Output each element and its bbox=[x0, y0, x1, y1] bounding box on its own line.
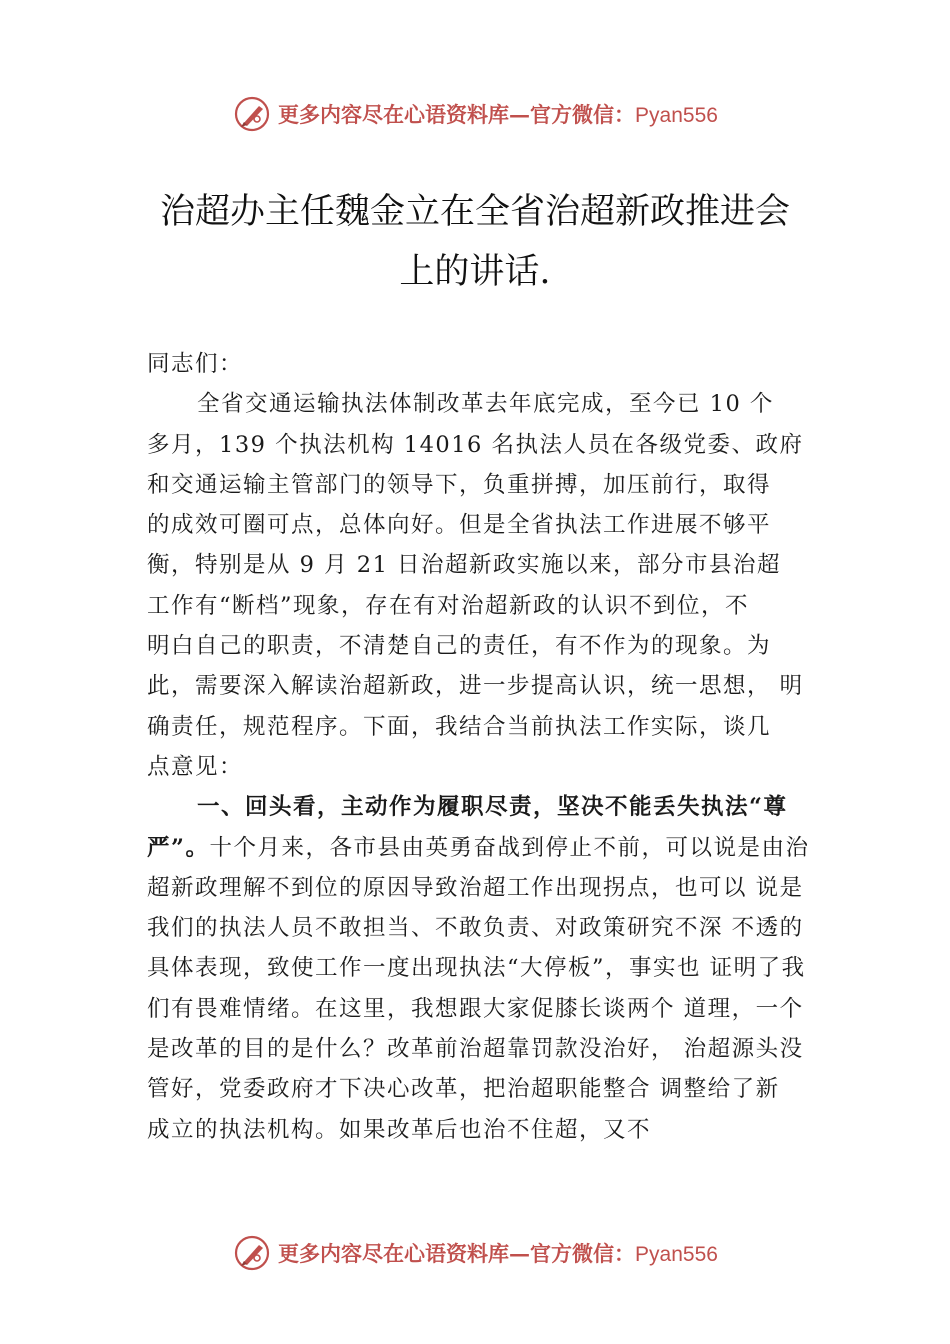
title-line-1: 治超办主任魏金立在全省治超新政推进会 bbox=[159, 192, 790, 232]
paragraph-line: 的成效可圈可点，总体向好。但是全省执法工作进展不够平 bbox=[147, 512, 772, 539]
watermark-text bbox=[278, 1238, 718, 1268]
watermark-wechat-id: Pyan556 bbox=[635, 104, 718, 127]
page-title bbox=[120, 182, 830, 302]
paragraph-line: 成立的执法机构。如果改革后也治不住超，又不 bbox=[147, 1116, 652, 1143]
paragraph-line: 和交通运输主管部门的领导下，负重拼搏，加压前行，取得 bbox=[147, 471, 772, 498]
pen-logo-icon bbox=[232, 1233, 272, 1273]
heading-1-end: 严”。 bbox=[147, 834, 210, 861]
paragraph-line: 管好，党委政府才下决心改革，把治超职能整合 调整给了新 bbox=[147, 1076, 780, 1103]
paragraph-line: 明白自己的职责，不清楚自己的责任，有不作为的现象。为 bbox=[147, 633, 772, 660]
paragraph-line: 此，需要深入解读治超新政，进一步提高认识，统一思想， 明 bbox=[147, 673, 804, 700]
paragraph-line: 我们的执法人员不敢担当、不敢负责、对政策研究不深 不透的 bbox=[147, 915, 804, 942]
watermark-slogan: 更多内容尽在心语资料库—官方微信： bbox=[278, 102, 636, 127]
paragraph-line: 点意见： bbox=[147, 753, 244, 780]
paragraph-line: 超新政理解不到位的原因导致治超工作出现拐点，也可以 说是 bbox=[147, 874, 804, 901]
watermark-banner-top bbox=[0, 92, 950, 136]
paragraph-line: 多月，139 个执法机构 14016 名执法人员在各级党委、政府 bbox=[147, 431, 804, 458]
section-heading-1-continued bbox=[147, 828, 837, 868]
pen-logo-icon bbox=[232, 94, 272, 134]
speech-body bbox=[147, 344, 837, 1150]
watermark-slogan: 更多内容尽在心语资料库—官方微信： bbox=[278, 1241, 636, 1266]
paragraph-line: 工作有“断档”现象，存在有对治超新政的认识不到位，不 bbox=[147, 592, 750, 619]
paragraph-line: 确责任，规范程序。下面，我结合当前执法工作实际，谈几 bbox=[147, 713, 772, 740]
watermark-wechat-id: Pyan556 bbox=[635, 1243, 718, 1266]
watermark-banner-bottom bbox=[0, 1231, 950, 1275]
paragraph-line: 们有畏难情绪。在这里，我想跟大家促膝长谈两个 道理，一个 bbox=[147, 995, 804, 1022]
paragraph-line: 具体表现，致使工作一度出现执法“大停板”，事实也 证明了我 bbox=[147, 955, 806, 982]
paragraph-text: 十个月来，各市县由英勇奋战到停止不前，可以说是由治 bbox=[209, 834, 810, 861]
paragraph-line: 衡，特别是从 9 月 21 日治超新政实施以来，部分市县治超 bbox=[147, 552, 782, 579]
title-line-2: 上的讲话. bbox=[399, 252, 551, 292]
paragraph-line: 是改革的目的是什么？改革前治超靠罚款没治好， 治超源头没 bbox=[147, 1036, 804, 1063]
salutation: 同志们： bbox=[147, 351, 244, 377]
paragraph-line: 全省交通运输执法体制改革去年底完成，至今已 10 个 bbox=[197, 391, 774, 418]
section-heading-1: 一、回头看，主动作为履职尽责，坚决不能丢失执法“尊 bbox=[197, 794, 788, 821]
watermark-text bbox=[278, 99, 718, 129]
